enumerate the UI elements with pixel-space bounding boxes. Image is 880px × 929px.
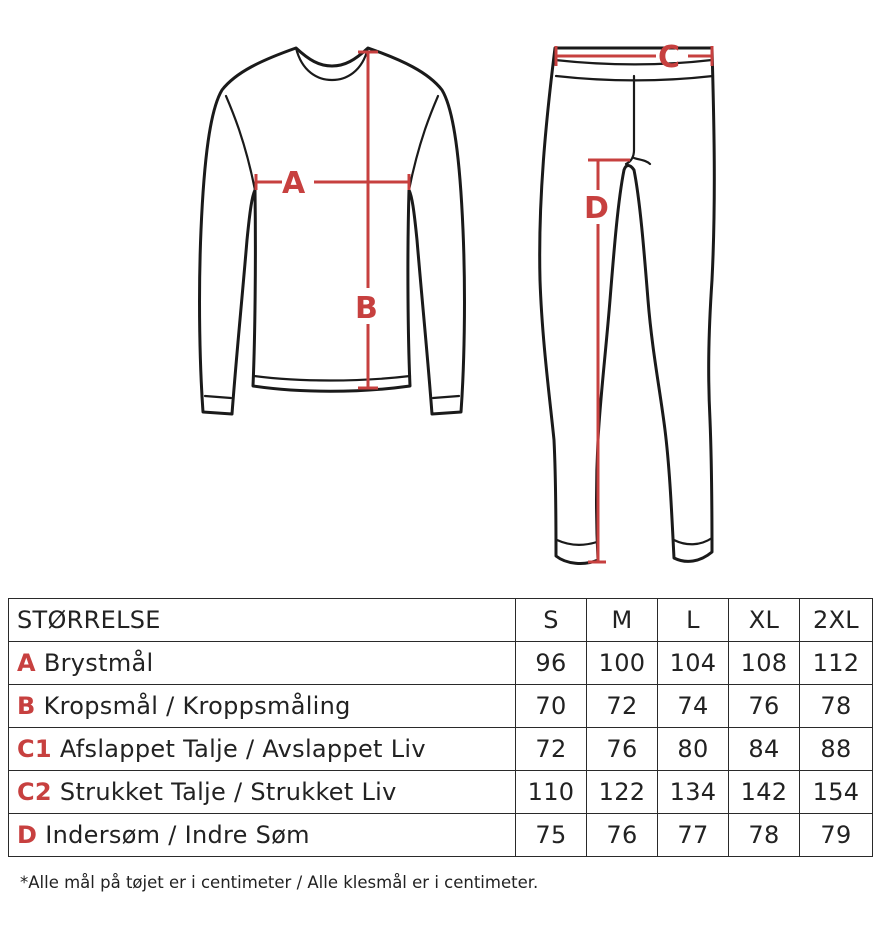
row-label <box>9 728 516 771</box>
row-label <box>9 814 516 857</box>
measure-a-label: A <box>282 166 306 201</box>
leggings-drawing <box>540 48 715 563</box>
table-row <box>9 771 873 814</box>
table-cell: 122 <box>587 771 658 814</box>
table-header-row <box>9 599 873 642</box>
table-cell: 70 <box>516 685 587 728</box>
table-cell: 76 <box>587 728 658 771</box>
size-table <box>8 598 873 857</box>
row-name: Indersøm / Indre Søm <box>45 821 310 849</box>
table-cell: 79 <box>800 814 873 857</box>
table-cell: 110 <box>516 771 587 814</box>
table-cell: 76 <box>729 685 800 728</box>
row-code: B <box>17 692 36 720</box>
row-code: C2 <box>17 778 52 806</box>
table-cell: 75 <box>516 814 587 857</box>
table-row <box>9 642 873 685</box>
table-cell: 108 <box>729 642 800 685</box>
row-label <box>9 642 516 685</box>
footnote: *Alle mål på tøjet er i centimeter / Alle klesmål er i centimeter. <box>20 873 539 892</box>
table-cell: 80 <box>658 728 729 771</box>
table-cell: 88 <box>800 728 873 771</box>
table-cell: 84 <box>729 728 800 771</box>
header-size: L <box>658 599 729 642</box>
header-label: STØRRELSE <box>9 599 516 642</box>
header-size: 2XL <box>800 599 873 642</box>
table-cell: 104 <box>658 642 729 685</box>
header-size: S <box>516 599 587 642</box>
table-cell: 78 <box>800 685 873 728</box>
row-code: A <box>17 649 36 677</box>
table-cell: 76 <box>587 814 658 857</box>
table-cell: 142 <box>729 771 800 814</box>
table-cell: 112 <box>800 642 873 685</box>
row-name: Kropsmål / Kroppsmåling <box>43 692 351 720</box>
row-label <box>9 771 516 814</box>
table-cell: 77 <box>658 814 729 857</box>
measure-b-label: B <box>355 291 378 326</box>
row-name: Brystmål <box>43 649 154 677</box>
row-code: D <box>17 821 38 849</box>
shirt-drawing <box>200 48 465 414</box>
row-label <box>9 685 516 728</box>
table-cell: 72 <box>516 728 587 771</box>
table-row <box>9 728 873 771</box>
row-name: Strukket Talje / Strukket Liv <box>59 778 397 806</box>
table-cell: 96 <box>516 642 587 685</box>
measure-d-label: D <box>584 191 609 226</box>
table-cell: 154 <box>800 771 873 814</box>
row-code: C1 <box>17 735 52 763</box>
header-size: M <box>587 599 658 642</box>
table-cell: 78 <box>729 814 800 857</box>
table-row <box>9 814 873 857</box>
table-cell: 100 <box>587 642 658 685</box>
header-size: XL <box>729 599 800 642</box>
table-row <box>9 685 873 728</box>
table-cell: 134 <box>658 771 729 814</box>
table-cell: 72 <box>587 685 658 728</box>
row-name: Afslappet Talje / Avslappet Liv <box>59 735 426 763</box>
table-cell: 74 <box>658 685 729 728</box>
measure-c-label: C <box>658 40 681 75</box>
